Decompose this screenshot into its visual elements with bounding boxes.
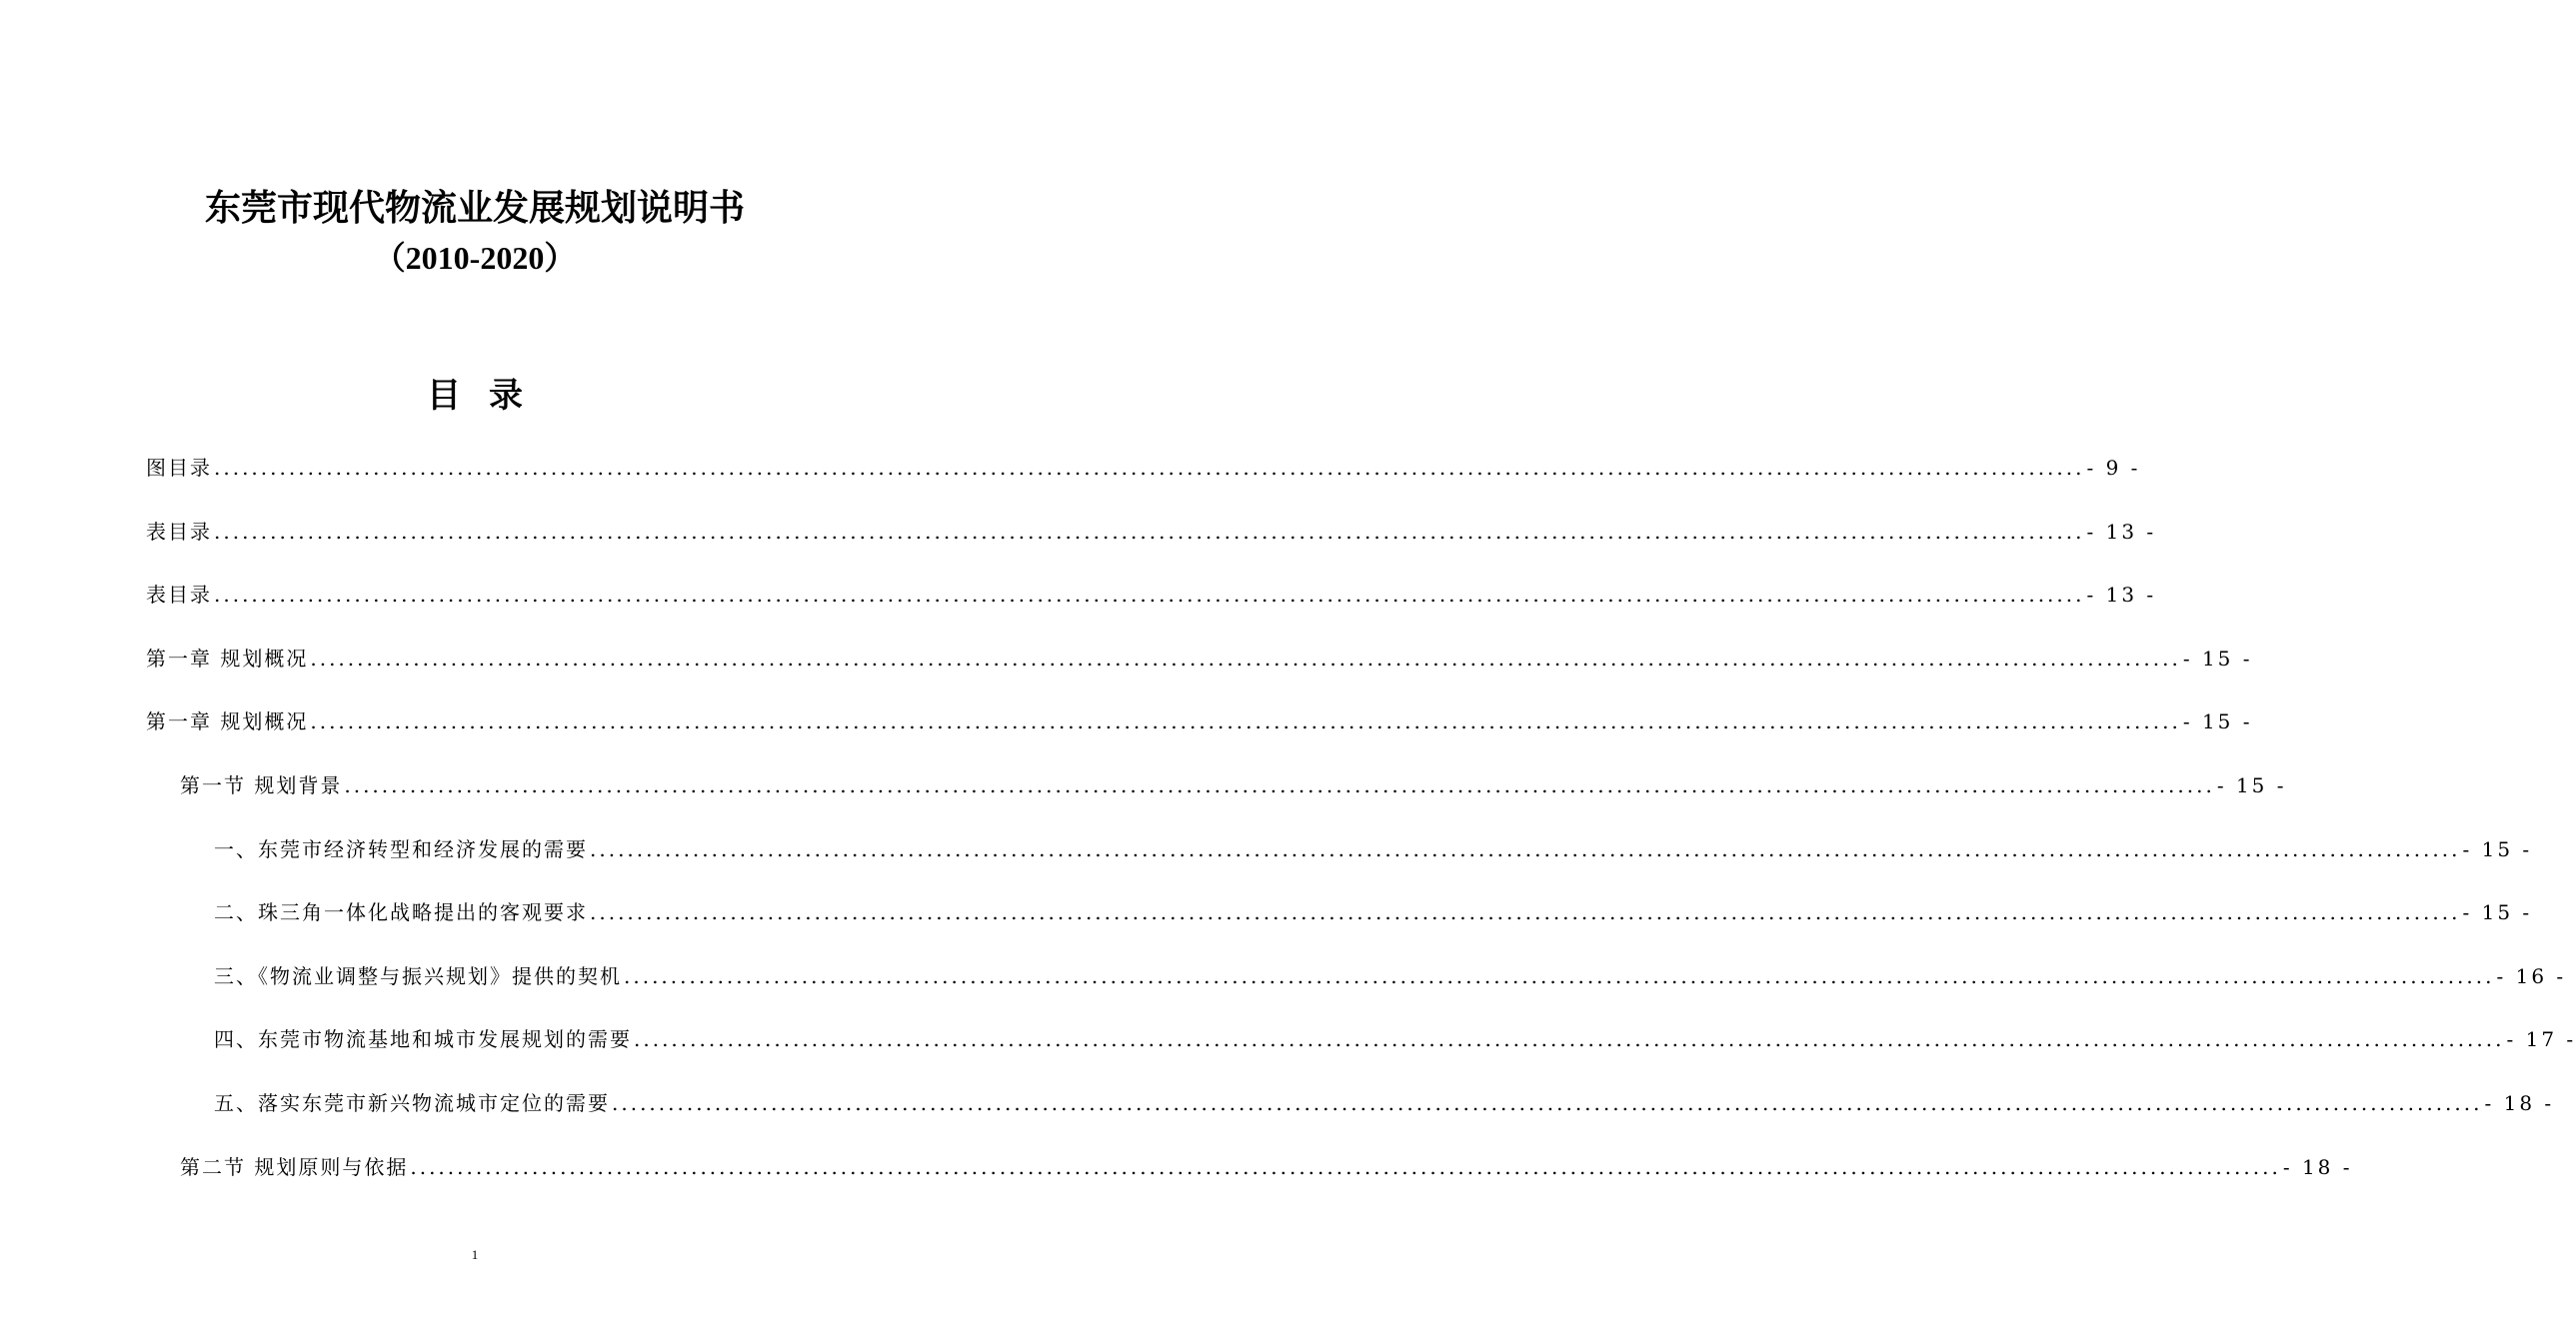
- toc-entry[interactable]: [146, 956, 2567, 1020]
- toc-entry-page: - 15 -: [2182, 709, 2253, 734]
- toc-entry-label: 表目录: [146, 583, 212, 608]
- toc-entry-label: 二、珠三角一体化战略提出的客观要求: [214, 900, 588, 925]
- toc-dot-leader: ........................................................................................................................................................................................................: [214, 519, 2085, 544]
- toc-entry-label: 第二节 规划原则与依据: [180, 1154, 409, 1179]
- toc-dot-leader: ........................................................................................................................................................................................................: [344, 772, 2215, 797]
- toc-entry[interactable]: [146, 512, 2157, 576]
- toc-dot-leader: ........................................................................................................................................................................................................: [590, 900, 2461, 925]
- toc-heading: 目录: [427, 376, 551, 416]
- toc-entry-page: - 15 -: [2182, 646, 2253, 671]
- toc-entry[interactable]: [146, 701, 2253, 765]
- toc-entry-page: - 15 -: [2216, 772, 2287, 797]
- toc-entry-label: 第一节 规划背景: [180, 772, 343, 797]
- toc-entry[interactable]: [146, 1147, 2353, 1211]
- toc-entry-label: 三、《物流业调整与振兴规划》提供的契机: [214, 963, 622, 988]
- page-number: 1: [471, 1247, 479, 1262]
- toc-entry-page: - 15 -: [2462, 836, 2533, 861]
- table-of-contents: [146, 448, 2576, 1210]
- toc-entry[interactable]: [146, 639, 2253, 702]
- toc-dot-leader: ........................................................................................................................................................................................................: [214, 583, 2085, 608]
- toc-entry[interactable]: [146, 892, 2533, 956]
- toc-entry-page: - 18 -: [2484, 1090, 2555, 1115]
- toc-entry[interactable]: [146, 765, 2287, 829]
- toc-dot-leader: ........................................................................................................................................................................................................: [410, 1154, 2281, 1179]
- toc-entry-page: - 13 -: [2086, 519, 2157, 544]
- toc-entry-page: - 16 -: [2496, 963, 2567, 988]
- toc-entry[interactable]: [146, 575, 2157, 639]
- toc-dot-leader: ........................................................................................................................................................................................................: [310, 646, 2181, 671]
- toc-entry-page: - 9 -: [2086, 456, 2141, 480]
- document-title: 东莞市现代物流业发展规划说明书: [204, 187, 745, 229]
- toc-entry-label: 第一章 规划概况: [146, 709, 309, 734]
- toc-entry-label: 图目录: [146, 456, 212, 480]
- toc-entry[interactable]: [146, 1083, 2555, 1147]
- toc-entry-page: - 18 -: [2282, 1154, 2353, 1179]
- toc-entry[interactable]: [146, 829, 2533, 893]
- toc-entry-label: 五、落实东莞市新兴物流城市定位的需要: [214, 1090, 610, 1115]
- toc-entry-page: - 17 -: [2506, 1027, 2576, 1052]
- toc-entry-label: 第一章 规划概况: [146, 646, 309, 671]
- toc-entry-label: 一、东莞市经济转型和经济发展的需要: [214, 836, 588, 861]
- toc-entry[interactable]: [146, 1019, 2576, 1083]
- toc-dot-leader: ........................................................................................................................................................................................................: [624, 963, 2495, 988]
- document-subtitle: （2010-2020）: [373, 240, 577, 276]
- toc-entry-page: - 15 -: [2462, 900, 2533, 925]
- toc-dot-leader: ........................................................................................................................................................................................................: [634, 1027, 2505, 1052]
- toc-entry-label: 表目录: [146, 519, 212, 544]
- toc-dot-leader: ........................................................................................................................................................................................................: [214, 456, 2085, 480]
- toc-entry[interactable]: [146, 448, 2141, 512]
- toc-entry-page: - 13 -: [2086, 583, 2157, 608]
- toc-dot-leader: ........................................................................................................................................................................................................: [612, 1090, 2483, 1115]
- toc-dot-leader: ........................................................................................................................................................................................................: [590, 836, 2461, 861]
- toc-entry-label: 四、东莞市物流基地和城市发展规划的需要: [214, 1027, 632, 1052]
- toc-dot-leader: ........................................................................................................................................................................................................: [310, 709, 2181, 734]
